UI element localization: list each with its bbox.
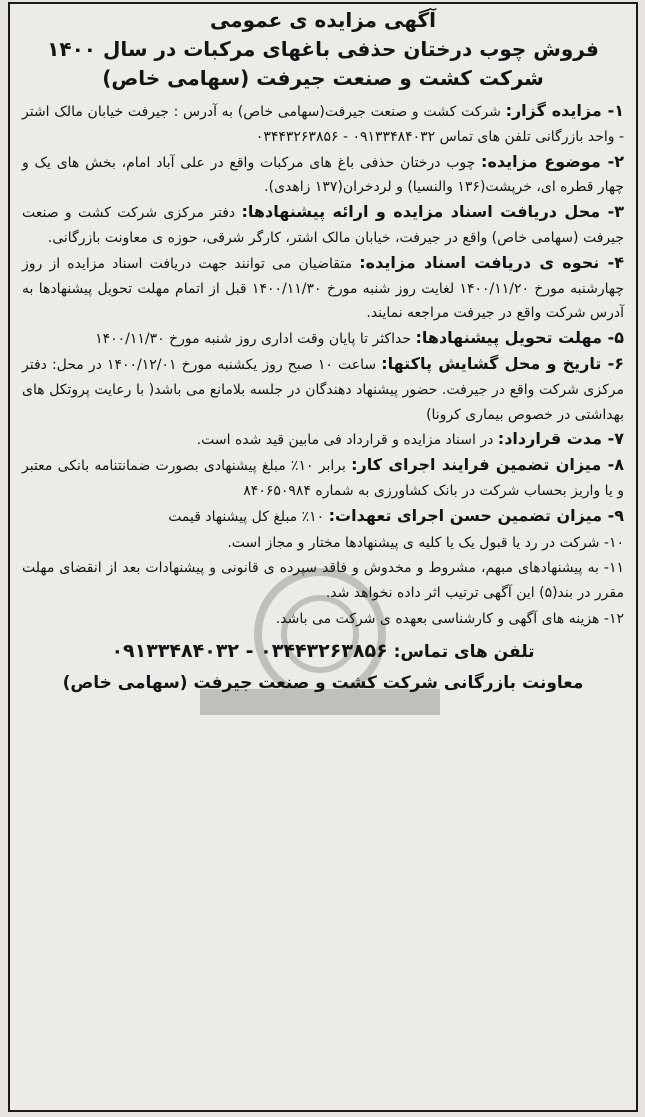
section-body: ۱۲- هزینه های آگهی و کارشناسی بعهده ی شرکت می باشد. xyxy=(275,610,624,627)
section-title: ۹- میزان تضمین حسن اجرای تعهدات: xyxy=(328,505,624,525)
ad-subtitle: فروش چوب درختان حذفی باغهای مرکبات در سال ۱۴۰۰ xyxy=(47,37,599,61)
ad-company-title: شرکت کشت و صنعت جیرفت (سهامی خاص) xyxy=(102,66,544,90)
section-body: ساعت ۱۰ صبح روز یکشنبه مورخ ۱۴۰۰/۱۲/۰۱ در محل: دفتر مرکزی شرکت واقع در جیرفت. حضور پیشنهاد دهندگان در جلسه بلامانع می باشد( با رعایت پروتکل های بهداشتی در خصوص بیماری کرونا) xyxy=(22,356,624,423)
section-body: ۱۰٪ مبلغ کل پیشنهاد قیمت xyxy=(168,508,329,525)
section-title: ۸- میزان تضمین فرایند اجرای کار: xyxy=(351,455,624,475)
section-item xyxy=(22,453,624,504)
section-title: ۴- نحوه ی دریافت اسناد مزایده: xyxy=(359,252,624,272)
section-body: ۱۰- شرکت در رد یا قبول یک یا کلیه ی پیشنهادها مختار و مجاز است. xyxy=(227,534,624,551)
section-title: ۳- محل دریافت اسناد مزایده و ارائه پیشنهادها: xyxy=(241,202,624,222)
contact-line xyxy=(22,636,624,668)
section-item xyxy=(22,150,624,201)
section-body: چوب درختان حذفی باغ های مرکبات واقع در علی آباد امام، بخش های یک و چهار قطره ای، خرپشت(۱۳۶ والنسیا) و لردخران(۱۳۷ زاهدی). xyxy=(22,154,624,196)
section-item xyxy=(22,326,624,352)
section-body: حداکثر تا پایان وقت اداری روز شنبه مورخ ۱۴۰۰/۱۱/۳۰ xyxy=(95,331,416,348)
section-body: در اسناد مزایده و قرارداد فی مابین قید شده است. xyxy=(196,432,498,449)
section-item xyxy=(22,99,624,150)
section-body: دفتر مرکزی شرکت کشت و صنعت جیرفت (سهامی خاص) واقع در جیرفت، خیابان مالک اشتر، کارگر شرقی، حوزه ی معاونت بازرگانی. xyxy=(22,205,624,246)
section-item xyxy=(22,606,624,632)
ad-title: آگهی مزایده ی عمومی xyxy=(210,8,436,32)
section-item xyxy=(22,530,624,556)
section-body: شرکت کشت و صنعت جیرفت(سهامی خاص) به آدرس : جیرفت خیابان مالک اشتر - واحد بازرگانی تلفن های تماس ۰۹۱۳۳۴۸۴۰۳۲ - ۰۳۴۴۳۲۶۳۸۵۶ xyxy=(22,104,624,145)
section-item xyxy=(22,504,624,530)
section-item xyxy=(22,555,624,606)
section-title: ۲- موضوع مزایده: xyxy=(481,151,625,171)
section-item xyxy=(22,427,624,453)
section-title: ۶- تاریخ و محل گشایش پاکتها: xyxy=(381,353,624,373)
section-item xyxy=(22,352,624,427)
section-title: ۱- مزایده گزار: xyxy=(505,101,625,120)
contact-phones: ۰۳۴۴۳۲۶۳۸۵۶ - ۰۹۱۳۳۴۸۴۰۳۲ xyxy=(111,639,388,662)
ad-frame xyxy=(8,2,638,1112)
section-body: متقاضیان می توانند جهت دریافت اسناد مزایده از روز چهارشنبه مورخ ۱۴۰۰/۱۱/۲۰ لغایت روز شنبه مورخ ۱۴۰۰/۱۱/۳۰ قبل از اتمام مهلت تحویل پیشنهادها به آدرس شرکت واقع در جیرفت مراجعه نمایند. xyxy=(22,255,624,322)
section-title: ۷- مدت قرارداد: xyxy=(497,429,624,449)
section-item xyxy=(22,251,624,326)
section-body: برابر ۱۰٪ مبلغ پیشنهادی بصورت ضمانتنامه بانکی معتبر و یا واریز بحساب شرکت در بانک کشاورزی به شماره ۸۴۰۶۵۰۹۸۴ xyxy=(22,458,624,499)
section-body: ۱۱- به پیشنهادهای مبهم، مشروط و مخدوش و فاقد سپرده ی قانونی و پیشنهادات بعد از انقضای مهلت مقرر در بند(۵) این آگهی ترتیب اثر داده نخواهد شد. xyxy=(22,560,624,602)
ad-content xyxy=(22,4,624,1110)
contact-label: تلفن های تماس: xyxy=(393,641,535,662)
section-item xyxy=(22,200,624,251)
contact-block xyxy=(22,636,624,699)
contact-company: معاونت بازرگانی شرکت کشت و صنعت جیرفت (سهامی خاص) xyxy=(62,672,584,693)
section-title: ۵- مهلت تحویل پیشنهادها: xyxy=(415,328,624,348)
ad-sections xyxy=(22,99,624,632)
